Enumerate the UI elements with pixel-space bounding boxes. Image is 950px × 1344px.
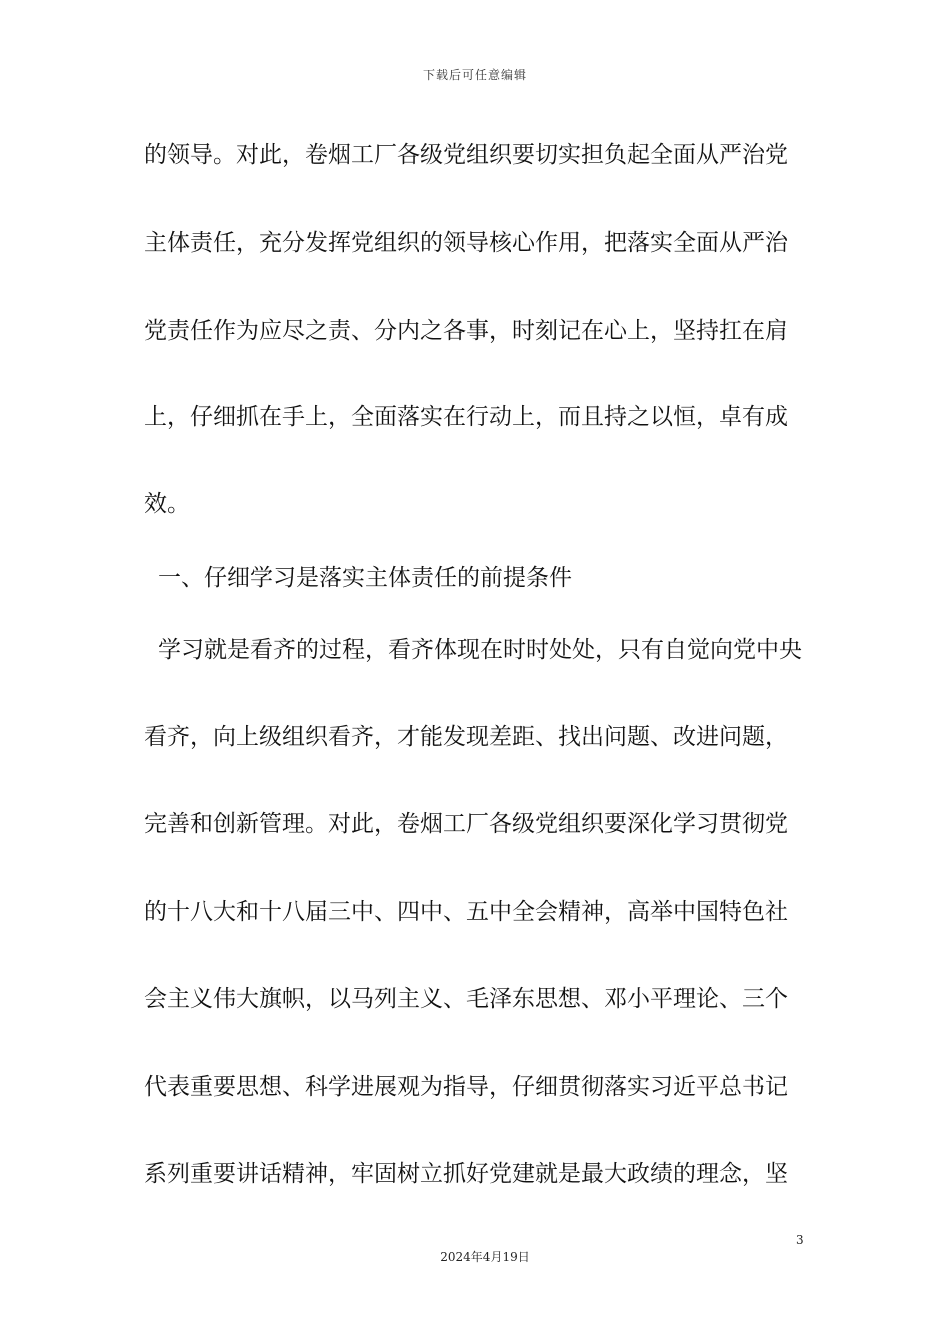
body-line-5: 效。 (144, 491, 190, 517)
page-number: 3 (796, 1233, 804, 1247)
footer-date: 2024年4月19日 (440, 1250, 530, 1264)
section-heading: 一、仔细学习是落实主体责任的前提条件 (158, 565, 572, 591)
body-line-12: 代表重要思想、科学进展观为指导，仔细贯彻落实习近平总书记 (144, 1074, 788, 1100)
body-line-1: 的领导。对此，卷烟工厂各级党组织要切实担负起全面从严治党 (144, 142, 788, 168)
page-header: 下载后可任意编辑 (422, 68, 527, 82)
body-line-2: 主体责任，充分发挥党组织的领导核心作用，把落实全面从严治 (144, 230, 788, 256)
body-line-3: 党责任作为应尽之责、分内之各事，时刻记在心上，坚持扛在肩 (144, 318, 788, 344)
body-line-7: 学习就是看齐的过程，看齐体现在时时处处，只有自觉向党中央 (158, 637, 802, 663)
body-line-8: 看齐，向上级组织看齐，才能发现差距、找出问题、改进问题， (144, 724, 788, 750)
body-line-11: 会主义伟大旗帜，以马列主义、毛泽东思想、邓小平理论、三个 (144, 986, 788, 1012)
body-line-10: 的十八大和十八届三中、四中、五中全会精神，高举中国特色社 (144, 899, 788, 925)
body-line-9: 完善和创新管理。对此，卷烟工厂各级党组织要深化学习贯彻党 (144, 811, 788, 837)
body-line-4: 上，仔细抓在手上，全面落实在行动上，而且持之以恒，卓有成 (144, 404, 788, 430)
body-line-13: 系列重要讲话精神，牢固树立抓好党建就是最大政绩的理念，坚 (144, 1161, 788, 1187)
